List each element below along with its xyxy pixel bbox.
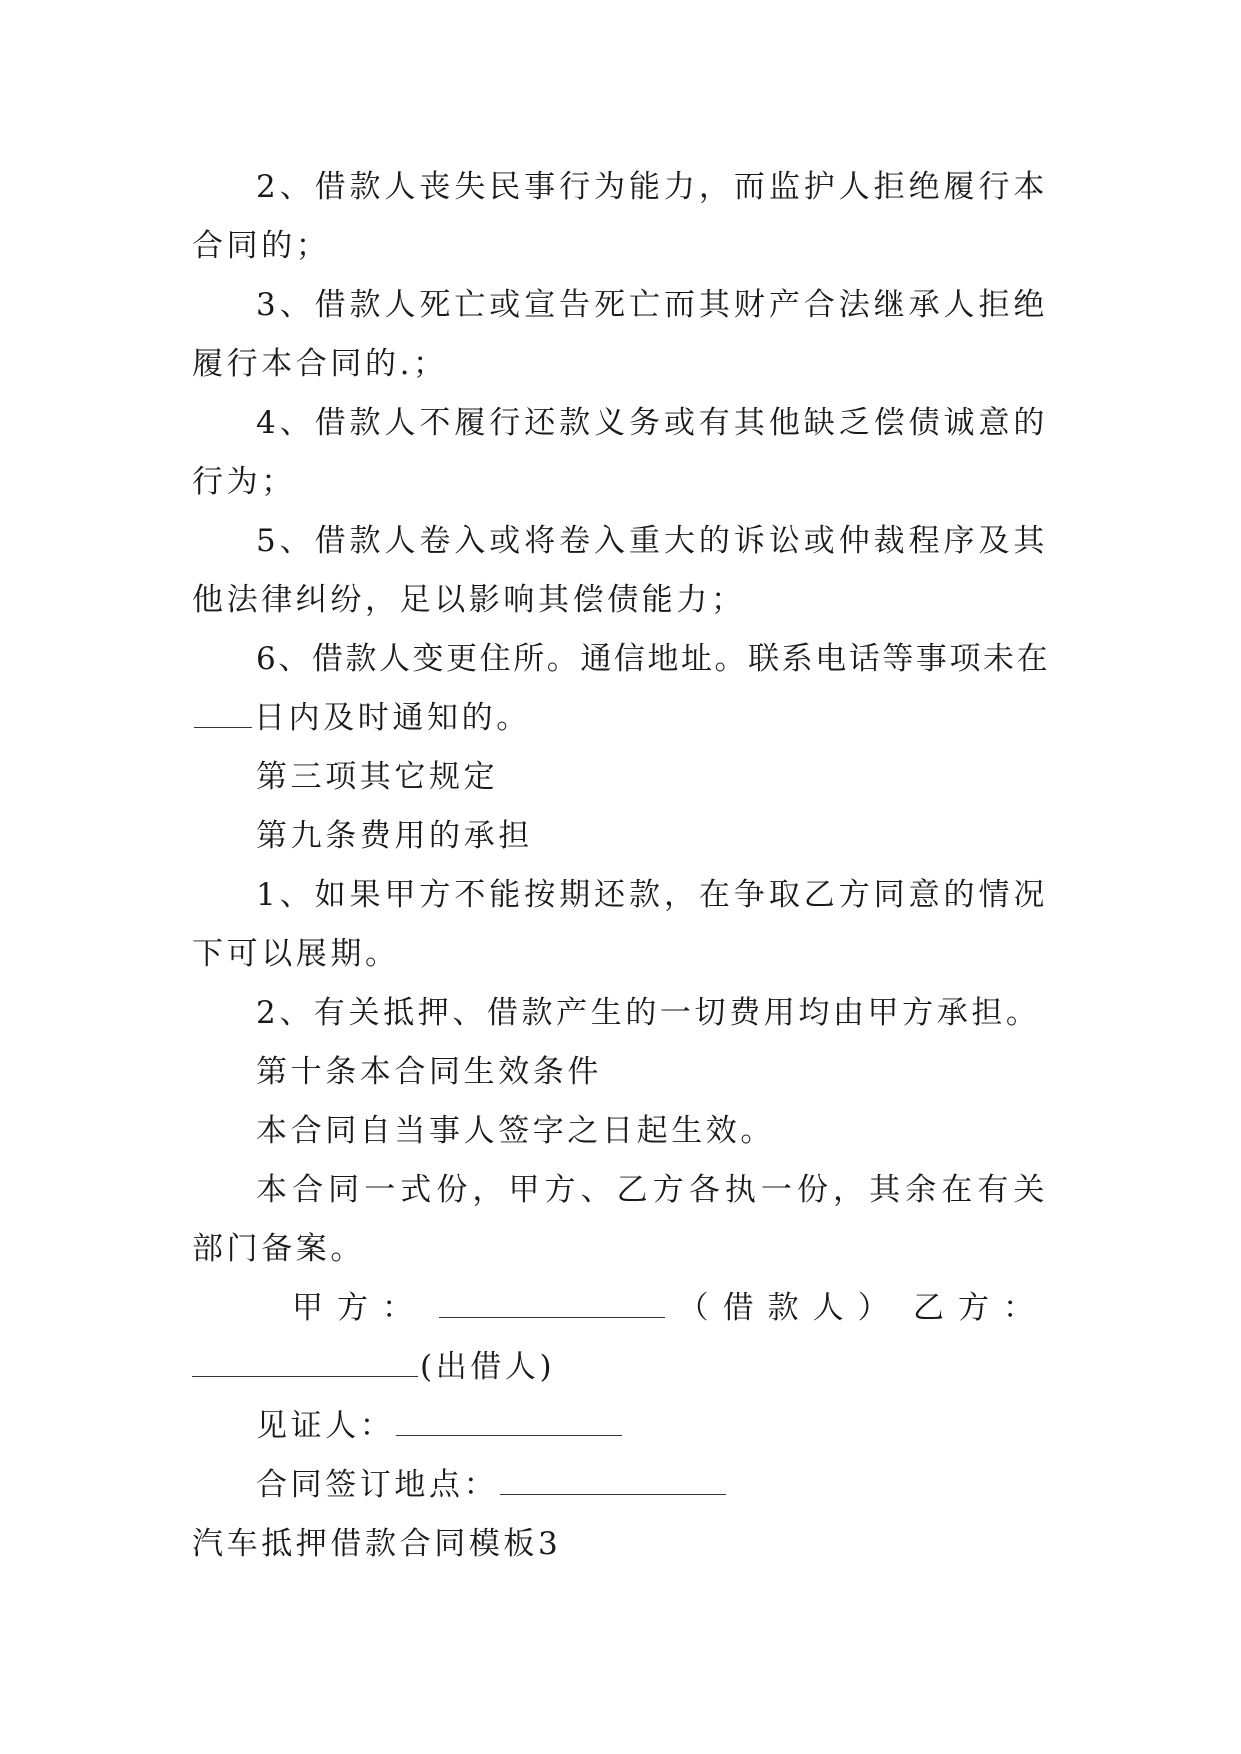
document-body	[192, 158, 1048, 1574]
party-b-blank	[192, 1346, 418, 1377]
clause-item-5: 5、借款人卷入或将卷入重大的诉讼或仲裁程序及其他法律纠纷，足以影响其偿债能力；	[192, 523, 1048, 618]
clause-item-3: 3、借款人死亡或宣告死亡而其财产合法继承人拒绝履行本合同的.；	[192, 287, 1048, 382]
clause-item-2: 2、借款人丧失民事行为能力，而监护人拒绝履行本合同的；	[192, 169, 1048, 264]
borrower-note: （借款人）	[677, 1290, 903, 1326]
signature-line-lender	[192, 1338, 1048, 1397]
article-9-item-2: 2、有关抵押、借款产生的一切费用均由甲方承担。	[256, 995, 1041, 1031]
article-9-item-1: 1、如果甲方不能按期还款，在争取乙方同意的情况下可以展期。	[192, 877, 1048, 972]
signing-place-label: 合同签订地点：	[256, 1467, 499, 1503]
article-heading-10: 第十条本合同生效条件	[256, 1054, 602, 1090]
section-heading-other: 第三项其它规定	[256, 759, 499, 795]
witness-line	[192, 1397, 1048, 1456]
days-blank	[194, 697, 252, 728]
signing-place-line	[192, 1456, 1048, 1515]
lender-note: (出借人)	[420, 1349, 556, 1385]
signing-place-blank	[500, 1464, 726, 1495]
article-10-copies: 本合同一式份，甲方、乙方各执一份，其余在有关部门备案。	[192, 1172, 1048, 1267]
signature-line-parties	[192, 1279, 1048, 1338]
article-heading-9: 第九条费用的承担	[256, 818, 533, 854]
article-10-effect: 本合同自当事人签字之日起生效。	[256, 1113, 775, 1149]
next-document-title: 汽车抵押借款合同模板3	[192, 1526, 562, 1562]
witness-label: 见证人：	[256, 1408, 395, 1444]
party-a-label: 甲方：	[292, 1290, 427, 1326]
clause-item-4: 4、借款人不履行还款义务或有其他缺乏偿债诚意的行为；	[192, 405, 1048, 500]
party-b-label: 乙方：	[912, 1290, 1048, 1326]
clause-item-6-tail: 日内及时通知的。	[254, 700, 531, 736]
witness-blank	[396, 1405, 622, 1436]
clause-item-6	[192, 630, 1048, 748]
clause-item-6-text: 6、借款人变更住所。通信地址。联系电话等事项未在	[256, 641, 1048, 677]
party-a-blank	[439, 1287, 665, 1318]
